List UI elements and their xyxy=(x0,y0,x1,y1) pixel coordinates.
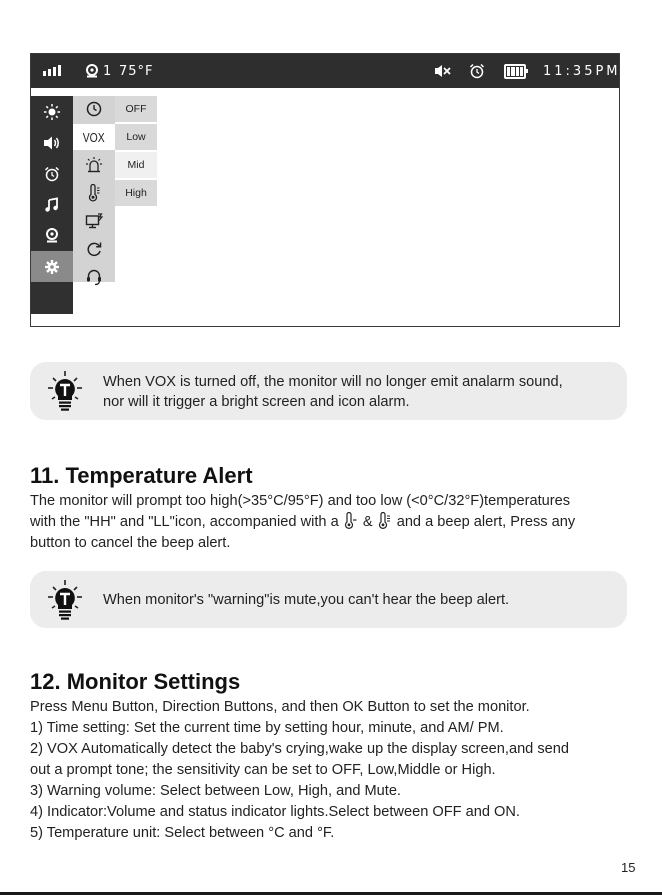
section-heading-temperature-alert: 11. Temperature Alert xyxy=(30,463,253,488)
body-line: The monitor will prompt too high(>35°C/95°F) and too low (<0°C/32°F)temperatures xyxy=(30,493,571,509)
warning-mute-tip-text: When monitor's "warning"is mute,you can't hear the beep alert. xyxy=(103,592,510,608)
volume-icon[interactable] xyxy=(31,127,73,158)
body-line: 2) VOX Automatically detect the baby's crying,wake up the display screen,and send xyxy=(30,741,569,757)
signal-icon xyxy=(43,54,61,88)
indicator-light-icon xyxy=(85,156,103,174)
refresh-icon xyxy=(86,241,102,257)
ampersand: & xyxy=(362,514,373,530)
time-setting-item[interactable] xyxy=(73,96,115,122)
settings-icon[interactable] xyxy=(31,251,73,282)
indicator-setting-item[interactable] xyxy=(73,152,115,178)
body-text: with the "HH" and "LL"icon, accompanied with a xyxy=(30,514,339,530)
low-temperature-icon xyxy=(343,512,359,529)
vox-option-off[interactable]: OFF xyxy=(115,96,157,122)
clock-icon xyxy=(86,101,102,117)
temperature-readout: 75°F xyxy=(119,63,154,79)
support-icon xyxy=(85,268,103,286)
alarm-icon[interactable] xyxy=(31,158,73,189)
thermometer-icon xyxy=(86,184,102,202)
mute-icon xyxy=(434,54,452,88)
brightness-icon[interactable] xyxy=(31,96,73,127)
body-text: and a beep alert, Press any xyxy=(396,514,576,530)
vox-tip-box xyxy=(30,362,627,420)
camera-icon xyxy=(85,64,99,78)
body-line: button to cancel the beep alert. xyxy=(30,535,231,551)
tip-line: When VOX is turned off, the monitor will no longer emit analarm sound, xyxy=(103,374,563,390)
vox-options xyxy=(115,96,157,208)
vox-tip-text xyxy=(103,372,563,412)
body-line: 5) Temperature unit: Select between °C and °F. xyxy=(30,825,335,841)
camera-number: 1 xyxy=(103,63,113,79)
vox-option-mid[interactable]: Mid xyxy=(115,152,157,178)
tip-line: nor will it trigger a bright screen and icon alarm. xyxy=(103,394,410,410)
monitor-settings-body xyxy=(30,697,630,844)
monitor-screen-mockup xyxy=(30,53,620,327)
display-icon xyxy=(85,213,103,229)
battery-icon xyxy=(504,54,526,88)
menu-sidebar xyxy=(31,96,73,314)
lightbulb-tip-icon xyxy=(45,579,85,621)
high-temperature-icon xyxy=(377,512,393,529)
status-bar xyxy=(31,54,619,88)
body-line: out a prompt tone; the sensitivity can be set to OFF, Low,Middle or High. xyxy=(30,762,496,778)
support-setting-item[interactable] xyxy=(73,264,115,290)
body-line: 1) Time setting: Set the current time by setting hour, minute, and AM/ PM. xyxy=(30,720,504,736)
camera-icon[interactable] xyxy=(31,220,73,251)
vox-setting-item[interactable] xyxy=(73,124,115,150)
body-line: 3) Warning volume: Select between Low, High, and Mute. xyxy=(30,783,401,799)
lightbulb-tip-icon xyxy=(45,370,85,412)
body-line: 4) Indicator:Volume and status indicator lights.Select between OFF and ON. xyxy=(30,804,520,820)
alarm-icon xyxy=(469,54,485,88)
temperature-alert-body xyxy=(30,491,630,554)
warning-mute-tip-box xyxy=(30,571,627,628)
page-number: 15 xyxy=(621,860,636,875)
vox-option-low[interactable]: Low xyxy=(115,124,157,150)
music-icon[interactable] xyxy=(31,189,73,220)
clock-time: 11:35PM xyxy=(543,63,621,79)
section-heading-monitor-settings: 12. Monitor Settings xyxy=(30,669,241,694)
vox-label: VOX xyxy=(83,129,105,145)
reset-setting-item[interactable] xyxy=(73,236,115,262)
display-setting-item[interactable] xyxy=(73,208,115,234)
body-line: Press Menu Button, Direction Buttons, and then OK Button to set the monitor. xyxy=(30,699,530,715)
body-line xyxy=(30,512,630,533)
temperature-unit-item[interactable] xyxy=(73,180,115,206)
settings-submenu xyxy=(73,96,115,282)
camera-indicator xyxy=(85,54,112,88)
vox-option-high[interactable]: High xyxy=(115,180,157,206)
